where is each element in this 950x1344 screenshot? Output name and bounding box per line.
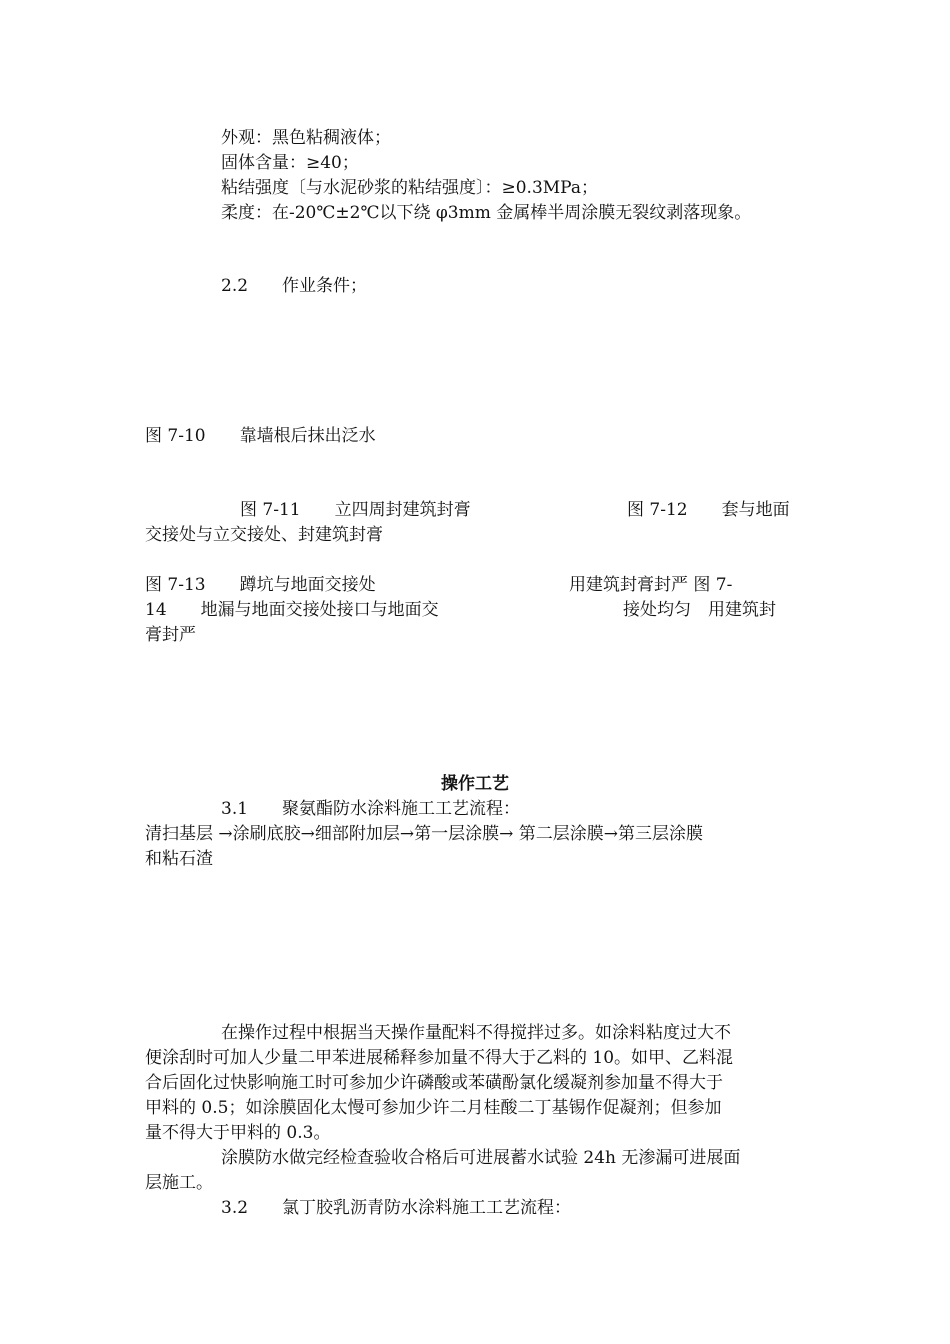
- solids-line: 固体含量：≥40；: [221, 153, 359, 173]
- section-3-1: 3.1 聚氨酯防水涂料施工工艺流程：: [221, 799, 521, 819]
- figure-caption-7-13-cont: 用建筑封膏封严 图 7-: [569, 575, 733, 595]
- figure-caption-7-13: 图 7-13 蹲坑与地面交接处: [145, 575, 376, 595]
- paragraph-line: 量不得大于甲料的 0.3。: [145, 1123, 331, 1143]
- section-3-2: 3.2 氯丁胶乳沥青防水涂料施工工艺流程：: [221, 1198, 572, 1218]
- figure-caption-7-14: 14 地漏与地面交接处接口与地面交: [145, 600, 439, 620]
- paragraph-line: 在操作过程中根据当天操作量配料不得搅拌过多。如涂料粘度过大不: [221, 1023, 731, 1043]
- figure-caption-7-10: 图 7-10 靠墙根后抹出泛水: [145, 426, 376, 446]
- figure-caption-7-12-cont: 交接处与立交接处、封建筑封膏: [145, 525, 383, 545]
- figure-caption-7-12: 图 7-12 套与地面: [627, 500, 790, 520]
- paragraph-line: 甲料的 0.5；如涂膜固化太慢可参加少许二月桂酸二丁基锡作促凝剂；但参加: [145, 1098, 722, 1118]
- paragraph-line: 合后固化过快影响施工时可参加少许磷酸或苯磺酚氯化缓凝剂参加量不得大于: [145, 1073, 723, 1093]
- flexibility-line: 柔度：在-20℃±2℃以下绕 φ3mm 金属棒半周涂膜无裂纹剥落现象。: [221, 203, 752, 223]
- paragraph-line: 层施工。: [145, 1173, 213, 1193]
- section-2-2: 2.2 作业条件；: [221, 276, 368, 296]
- figure-caption-7-11: 图 7-11 立四周封建筑封膏: [240, 500, 471, 520]
- paragraph-line: 涂膜防水做完经检查验收合格后可进展蓄水试验 24h 无渗漏可进展面: [221, 1148, 741, 1168]
- figure-caption-7-14-end: 膏封严: [145, 625, 196, 645]
- figure-caption-7-14-cont: 接处均匀 用建筑封: [623, 600, 776, 620]
- process-flow-line: 清扫基层 →涂刷底胶→细部附加层→第一层涂膜→ 第二层涂膜→第三层涂膜: [145, 824, 704, 844]
- appearance-line: 外观：黑色粘稠液体；: [221, 128, 391, 148]
- section-title: 操作工艺: [441, 774, 509, 794]
- bond-strength-line: 粘结强度〔与水泥砂浆的粘结强度〕：≥0.3MPa；: [221, 178, 598, 198]
- process-flow-line-cont: 和粘石渣: [145, 849, 213, 869]
- paragraph-line: 便涂刮时可加人少量二甲苯进展稀释参加量不得大于乙料的 10。如甲、乙料混: [145, 1048, 734, 1068]
